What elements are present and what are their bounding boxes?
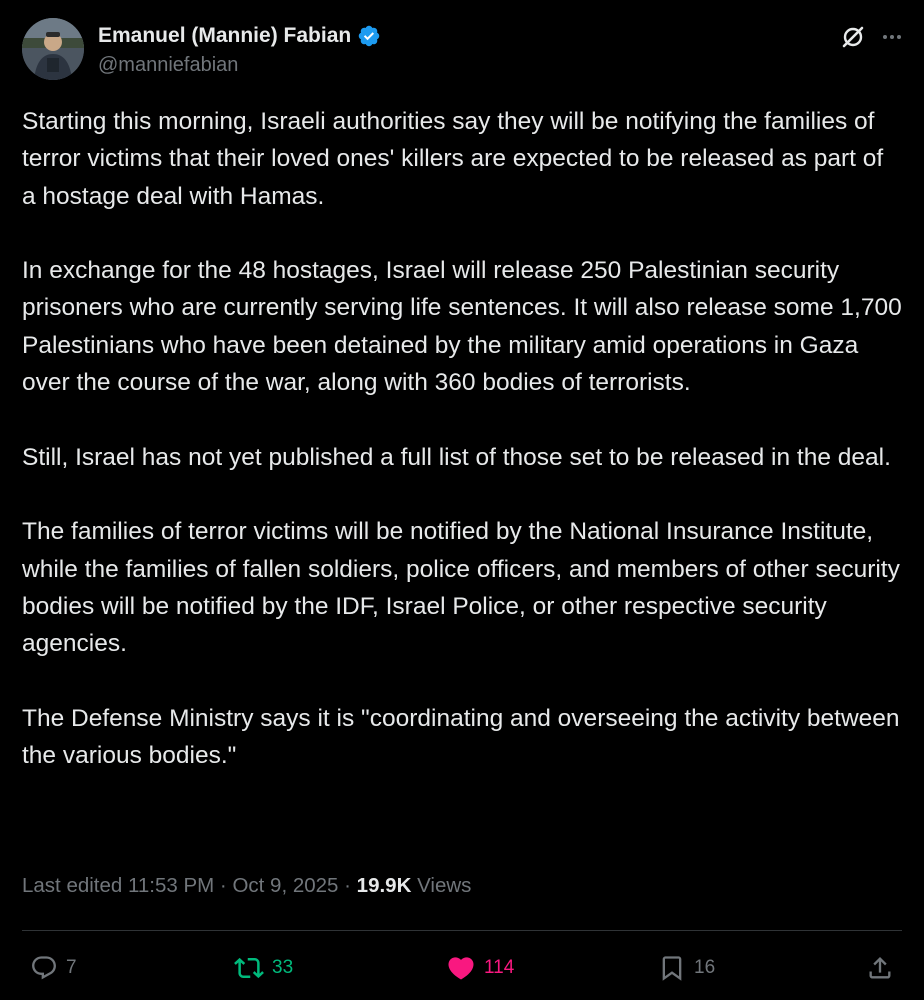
handle[interactable]: @manniefabian (98, 54, 239, 76)
verified-badge-icon (357, 24, 381, 48)
more-icon[interactable] (880, 25, 904, 49)
avatar[interactable] (22, 18, 84, 80)
reply-icon (30, 954, 58, 982)
views-count: 19.9K (356, 874, 412, 897)
bookmark-button[interactable] (658, 948, 715, 988)
bookmark-count: 16 (694, 957, 716, 978)
repost-button[interactable] (234, 948, 293, 988)
display-name[interactable]: Emanuel (Mannie) Fabian (98, 24, 352, 47)
share-icon (866, 954, 894, 982)
repost-count: 33 (272, 957, 294, 978)
bookmark-icon (658, 954, 686, 982)
share-button[interactable] (866, 948, 894, 988)
tweet-header (22, 18, 904, 82)
reply-count: 7 (66, 957, 77, 978)
views-label: Views (417, 874, 472, 897)
divider (22, 930, 902, 931)
repost-icon (234, 953, 264, 983)
action-bar (22, 948, 902, 988)
grok-icon[interactable] (840, 24, 866, 50)
tweet-paragraph: Still, Israel has not yet published a full list of those set to be released in the deal. (22, 443, 891, 471)
tweet-meta (22, 874, 471, 898)
like-count: 114 (484, 957, 515, 978)
like-button[interactable] (446, 948, 514, 988)
edited-timestamp[interactable]: Last edited 11:53 PM (22, 874, 215, 897)
tweet-text (22, 103, 902, 774)
tweet-paragraph: Starting this morning, Israeli authorities say they will be notifying the families of terror victims that their loved ones' killers are expected to be released as part of a hostage deal with Hamas. (22, 108, 884, 210)
tweet-paragraph: In exchange for the 48 hostages, Israel will release 250 Palestinian security prisoners who are currently serving life sentences. It will also release some 1,700 Palestinians who have been detained by the military amid operations in Gaza over the course of the war, along with 360 bodies of terrorists. (22, 257, 902, 397)
heart-icon (446, 953, 476, 983)
tweet-date[interactable]: Oct 9, 2025 (232, 874, 339, 897)
tweet-paragraph: The families of terror victims will be notified by the National Insurance Institute, while the families of fallen soldiers, police officers, and members of other security bodies will be notified by the IDF, Israel Police, or other respective security agencies. (22, 518, 900, 658)
tweet-paragraph: The Defense Ministry says it is "coordinating and overseeing the activity between the various bodies." (22, 704, 900, 770)
meta-separator: · (344, 874, 351, 897)
reply-button[interactable] (30, 948, 77, 988)
meta-separator: · (219, 874, 227, 897)
